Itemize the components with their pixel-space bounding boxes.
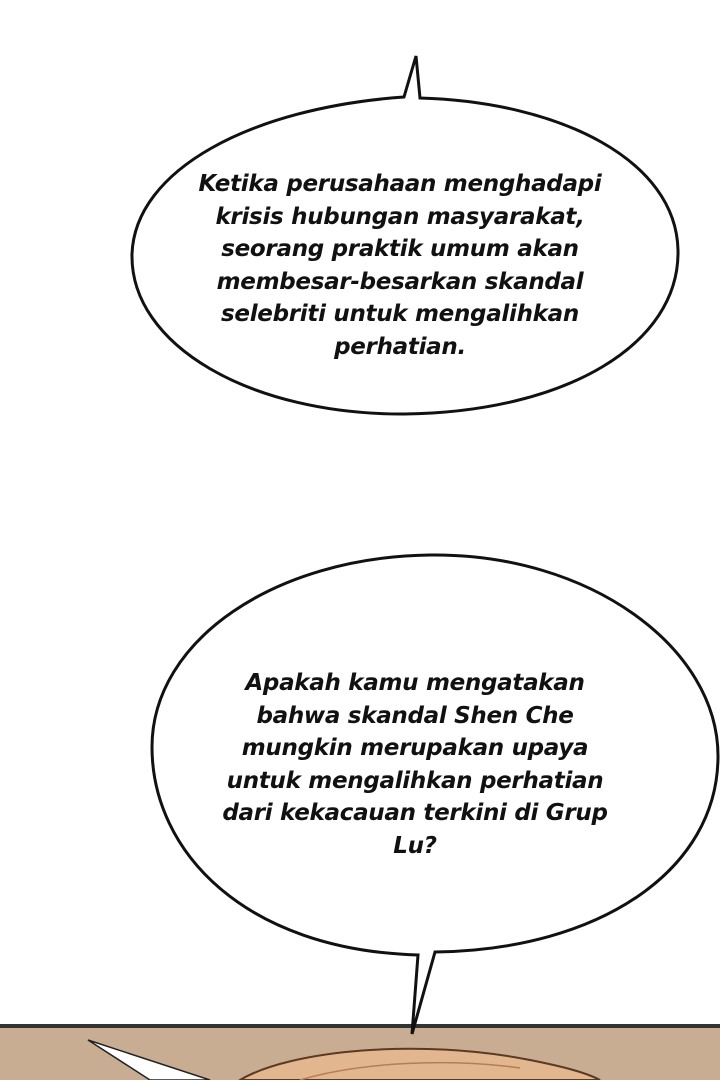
bubble-2-line: Apakah kamu mengatakan [245,670,585,696]
bubble-1-line: membesar-besarkan skandal [216,268,584,295]
bubble-2-line: dari kekacauan terkini di Grup [222,800,608,827]
bubble-1-line: perhatian. [334,333,466,360]
bottom-panel [0,1025,720,1080]
bubble-2-line: untuk mengalihkan perhatian [226,767,604,794]
bubble-2-line: bahwa skandal Shen Che [256,702,574,729]
bubble-1-line: krisis hubungan masyarakat, [215,203,585,230]
speech-bubble-1-text [170,168,630,364]
bubble-2-line: mungkin merupakan upaya [241,735,589,762]
bubble-1-line: Ketika perusahaan menghadapi [198,171,602,197]
bubble-1-line: seorang praktik umum akan [221,236,579,263]
bubble-1-line: selebriti untuk mengalihkan [221,301,579,328]
speech-bubble-2-text [195,667,635,863]
bubble-2-line: Lu? [393,832,437,859]
